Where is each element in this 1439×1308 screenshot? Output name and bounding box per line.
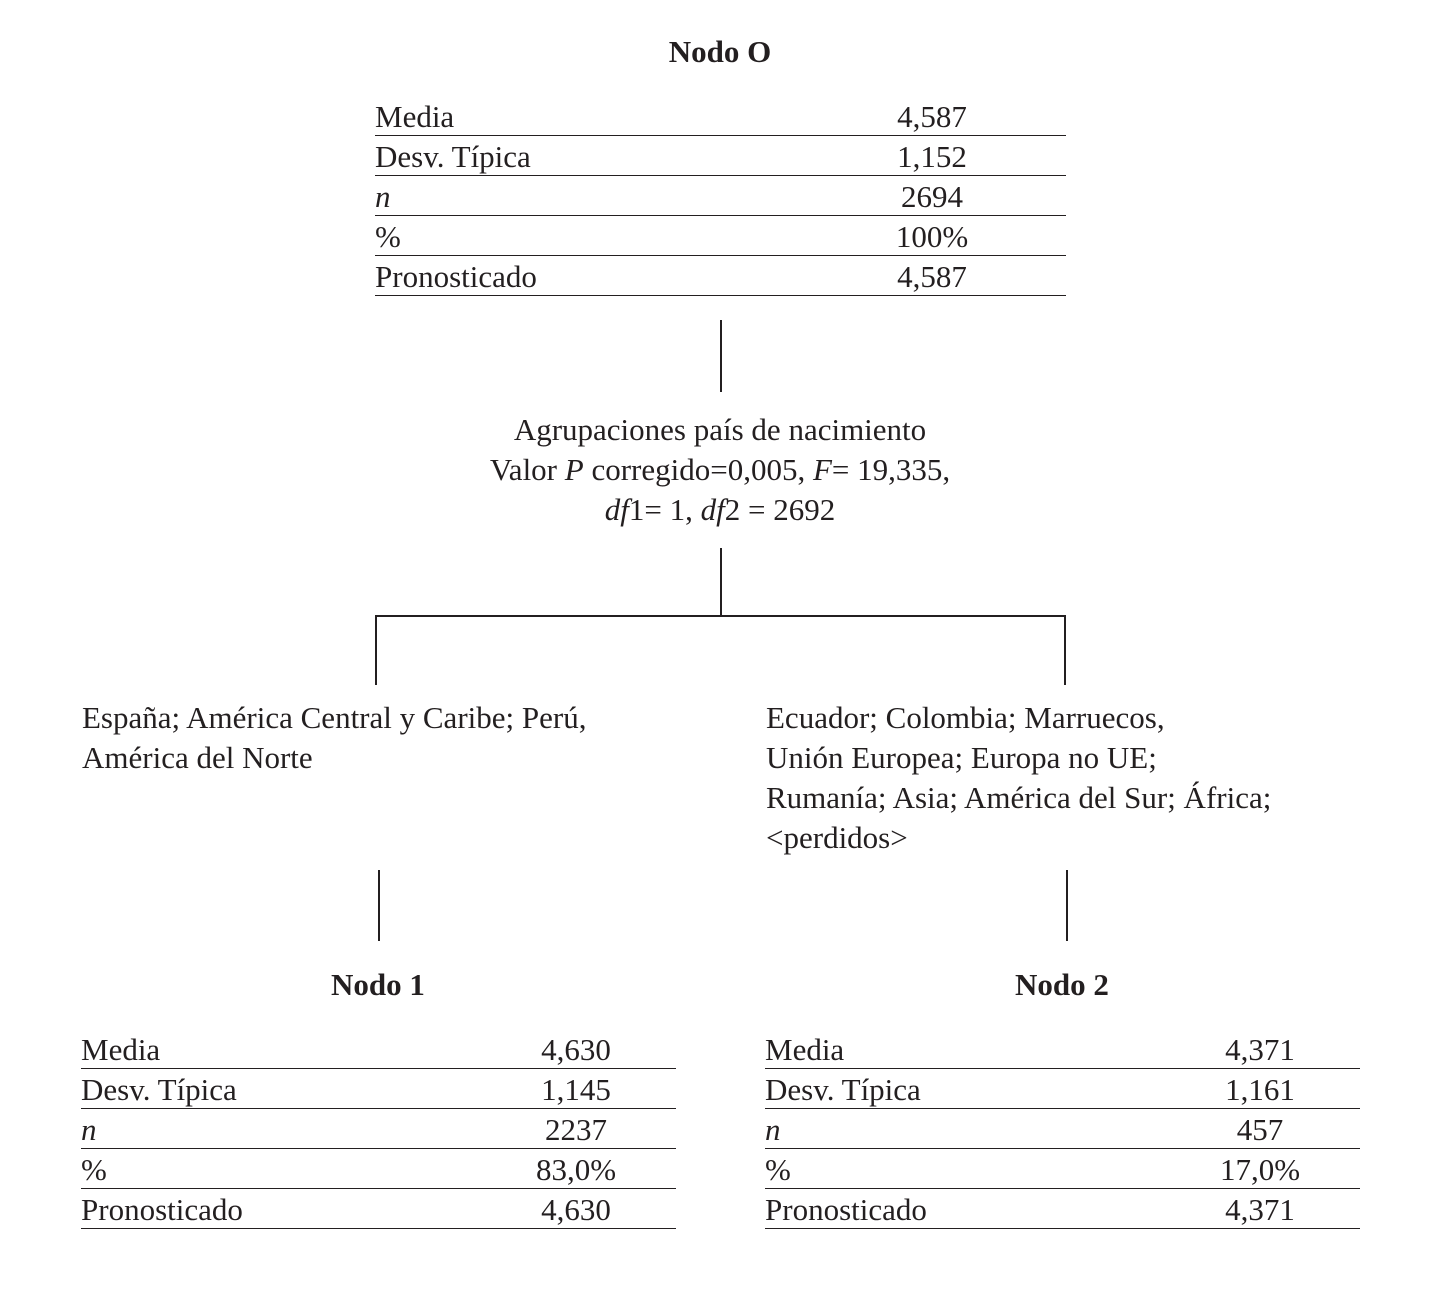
text: corregido=0,005,: [583, 452, 813, 487]
split-info: [320, 410, 1120, 530]
split-df-line: [320, 490, 1120, 530]
table-row: [81, 1029, 676, 1069]
row-label: %: [375, 216, 798, 256]
table-row: [765, 1069, 1360, 1109]
row-value: 100%: [798, 216, 1066, 256]
row-label: Pronosticado: [375, 256, 798, 296]
table-row: [81, 1149, 676, 1189]
table-row: [81, 1069, 676, 1109]
connector-line: [375, 615, 377, 685]
row-value: 2237: [476, 1109, 676, 1149]
row-label: Media: [81, 1029, 476, 1069]
connector-line: [720, 320, 722, 392]
table-row: [375, 96, 1066, 136]
row-label: Desv. Típica: [765, 1069, 1160, 1109]
table-row: [765, 1189, 1360, 1229]
category-line: América del Norte: [82, 740, 313, 775]
row-label: n: [765, 1109, 1160, 1149]
node-0-title: Nodo O: [668, 34, 772, 69]
table-row: [375, 216, 1066, 256]
text: 2 = 2692: [724, 492, 836, 527]
table-row: [765, 1109, 1360, 1149]
category-line: Unión Europea; Europa no UE;: [766, 740, 1157, 775]
row-value: 83,0%: [476, 1149, 676, 1189]
category-line: Rumanía; Asia; América del Sur; África;: [766, 780, 1272, 815]
p-symbol: P: [564, 452, 584, 487]
row-value: 1,161: [1160, 1069, 1360, 1109]
split-stats-line: [320, 450, 1120, 490]
row-value: 457: [1160, 1109, 1360, 1149]
row-label: %: [765, 1149, 1160, 1189]
node-1-table: [81, 1029, 676, 1229]
row-label: Pronosticado: [765, 1189, 1160, 1229]
row-value: 4,587: [798, 96, 1066, 136]
row-value: 2694: [798, 176, 1066, 216]
text: 1= 1,: [628, 492, 701, 527]
row-value: 17,0%: [1160, 1149, 1360, 1189]
connector-line: [378, 870, 380, 941]
category-line: <perdidos>: [766, 820, 908, 855]
connector-line: [1064, 615, 1066, 685]
table-row: [81, 1189, 676, 1229]
node-1-title: Nodo 1: [331, 967, 425, 1002]
connector-line: [1066, 870, 1068, 941]
df-symbol: df: [700, 492, 725, 527]
row-label: Media: [375, 96, 798, 136]
connector-line: [720, 548, 722, 617]
table-row: [81, 1109, 676, 1149]
row-value: 1,152: [798, 136, 1066, 176]
row-value: 4,371: [1160, 1189, 1360, 1229]
right-branch-categories: [766, 698, 1271, 858]
row-label: Desv. Típica: [375, 136, 798, 176]
row-value: 4,587: [798, 256, 1066, 296]
text: Valor: [489, 452, 565, 487]
text: = 19,335,: [831, 452, 951, 487]
category-line: España; América Central y Caribe; Perú,: [82, 700, 587, 735]
row-value: 4,630: [476, 1189, 676, 1229]
f-symbol: F: [812, 452, 832, 487]
df-symbol: df: [604, 492, 629, 527]
row-label: n: [375, 176, 798, 216]
row-value: 4,371: [1160, 1029, 1360, 1069]
category-line: Ecuador; Colombia; Marruecos,: [766, 700, 1165, 735]
branch-line: [375, 615, 1066, 617]
row-value: 4,630: [476, 1029, 676, 1069]
row-label: %: [81, 1149, 476, 1189]
split-variable: Agrupaciones país de nacimiento: [513, 412, 927, 447]
node-0-table: [375, 96, 1066, 296]
row-label: Media: [765, 1029, 1160, 1069]
node-2-title: Nodo 2: [1015, 967, 1109, 1002]
table-row: [375, 136, 1066, 176]
left-branch-categories: [82, 698, 586, 778]
table-row: [375, 176, 1066, 216]
table-row: [765, 1029, 1360, 1069]
row-label: n: [81, 1109, 476, 1149]
row-label: Desv. Típica: [81, 1069, 476, 1109]
table-row: [765, 1149, 1360, 1189]
row-label: Pronosticado: [81, 1189, 476, 1229]
row-value: 1,145: [476, 1069, 676, 1109]
node-2-table: [765, 1029, 1360, 1229]
table-row: [375, 256, 1066, 296]
